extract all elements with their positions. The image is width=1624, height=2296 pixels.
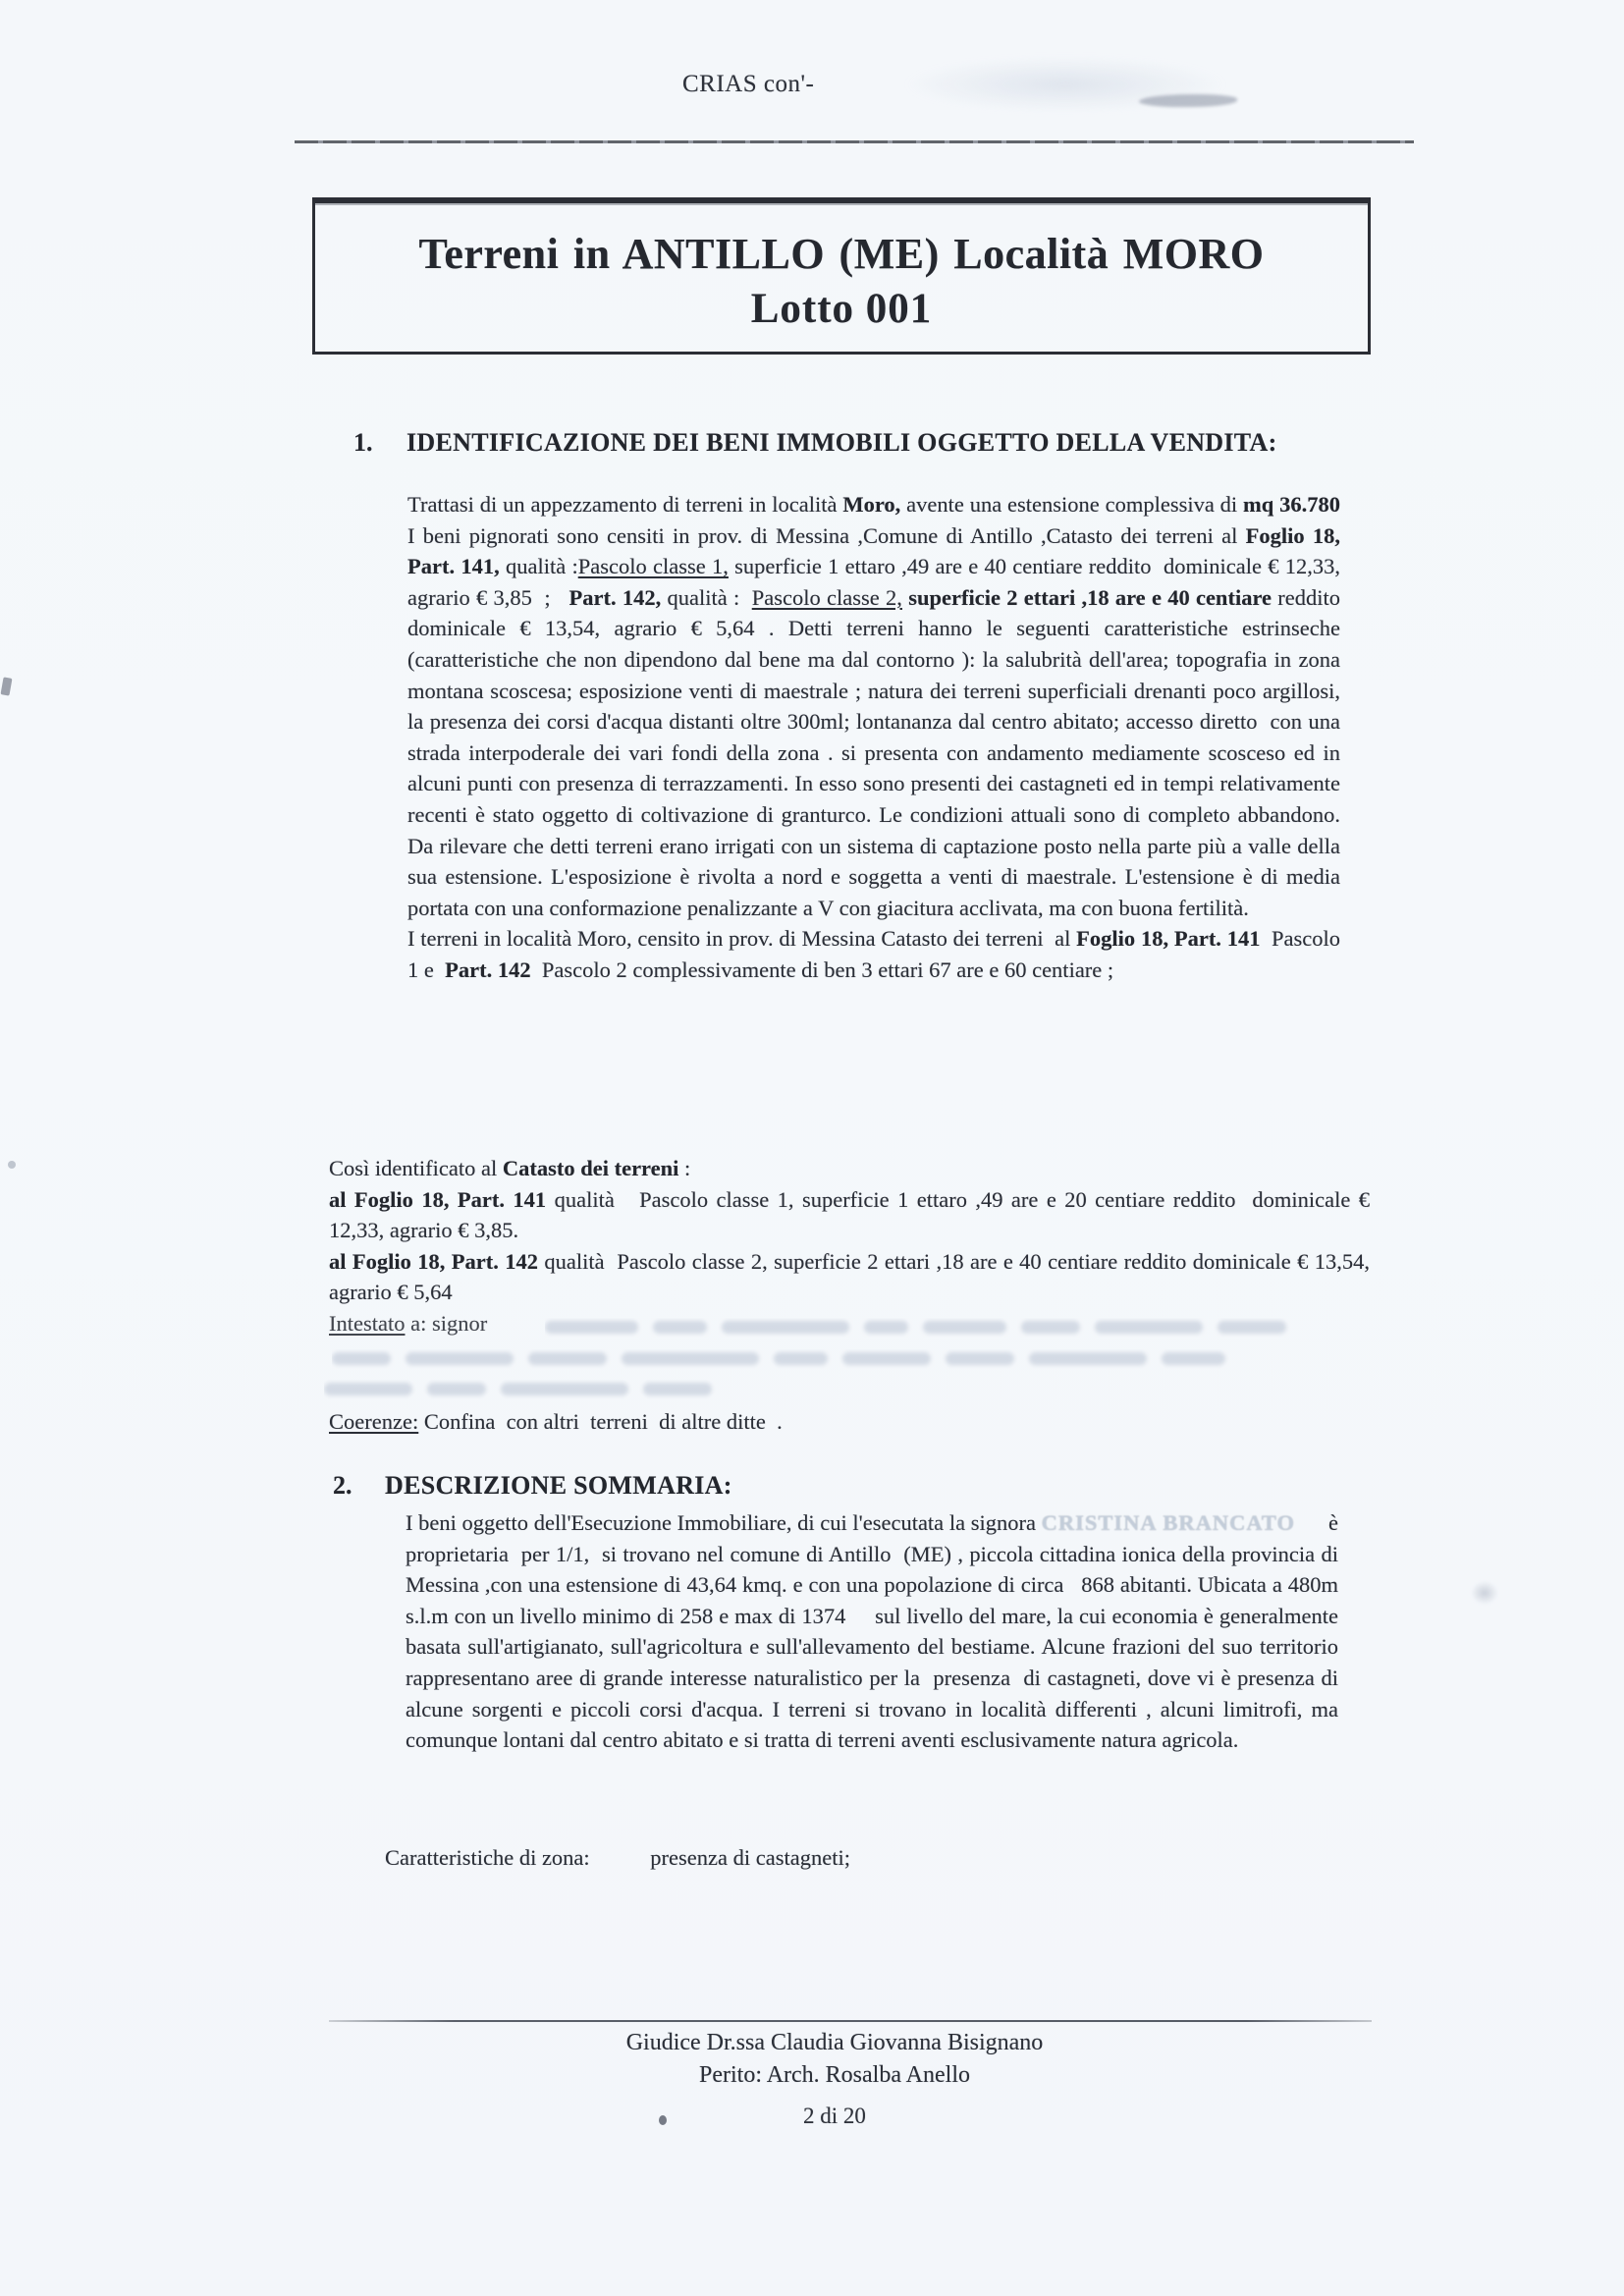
section-1-number: 1. [353, 428, 373, 457]
scan-artifact-right-blob [1471, 1581, 1498, 1605]
coerenze-line: Coerenze: Confina con altri terreni di altre ditte . [329, 1409, 783, 1434]
catasto-intro-line: Così identificato al Catasto dei terreni : [329, 1156, 691, 1180]
scan-artifact-left-tick [1, 677, 13, 695]
zona-label: Caratteristiche di zona: [385, 1845, 590, 1870]
document-title: Terreni in ANTILLO (ME) Località MORO [418, 230, 1265, 278]
scan-artifact-left-dot [8, 1161, 16, 1169]
section-1-body [407, 489, 1352, 986]
paragraph-riepilogo-catastale: I terreni in località Moro, censito in prov. di Messina Catasto dei terreni al Foglio 18, Part. 141 Pascolo 1 e Part. 142 Pascolo 2 complessivamente di ben 3 ettari 67 are e 60 centiare ; [407, 926, 1346, 982]
horizontal-rule-top [295, 140, 1414, 143]
horizontal-rule-footer [329, 2020, 1372, 2022]
paragraph-descrizione-sommaria: I beni oggetto dell'Esecuzione Immobiliare, di cui l'esecutata la signora CRISTINA BRANCATO è proprietaria per 1/1, si trovano nel comune di Antillo (ME) , piccola cittadina ionica della provincia di Messina ,con una estensione di 43,64 kmq. e con una popolazione di circa 868 abitanti. Ubicata a 480m s.l.m con un livello minimo di 258 e max di 1374 sul livello del mare, la cui economia è generalmente basata sull'artigianato, sull'agricoltura e sull'allevamento del bestiame. Alcune frazioni del suo territorio rappresentano aree di grande interesse naturalistico per la presenza di castagneti, dove vi è presenza di alcune sorgenti e piccoli corsi d'acqua. I terreni si trovano in località differenti , alcuni limitrofi, ma comunque lontani dal centro abitato e si tratta di terreni aventi esclusivamente natura agricola. [406, 1510, 1367, 1753]
redacted-text-line-3 [324, 1380, 746, 1399]
footer-credits [314, 2027, 1355, 2092]
paragraph-identificazione: Trattasi di un appezzamento di terreni in località Moro, avente una estensione complessiva di mq 36.780 I beni pignorati sono censiti in prov. di Messina ,Comune di Antillo ,Catasto dei terreni al Foglio 18, Part. 141, qualità :Pascolo classe 1, superficie 1 ettaro ,49 are e 40 centiare reddito dominicale € 12,33, agrario € 3,85 ; Part. 142, qualità : Pascolo classe 2, superficie 2 ettari ,18 are e 40 centiare reddito dominicale € 13,54, agrario € 5,64 . Detti terreni hanno le seguenti caratteristiche estrinseche (caratteristiche che non dipendono dal bene ma dal contorno ): la salubrità dell'area; topografia in zona montana scoscesa; esposizione venti di maestrale ; natura dei terreni superficiali drenanti poco argillosi, la presenza dei corsi d'acqua distanti oltre 300ml; lontananza dal centro abitato; accesso diretto con una strada interpoderale dei vari fondi della zona . si presenta con andamento mediamente scosceso ed in alcuni punti con presenza di terrazzamenti. In esso sono presenti dei castagneti ed in tempi relativamente recenti è stato oggetto di coltivazione di granturco. Le condizioni attuali sono di completo abbandono. Da rilevare che detti terreni erano irrigati con un sistema di captazione posto nella parte più a valle della sua estensione. L'esposizione è rivolta a nord e soggetta a venti di maestrale. L'estensione è di media portata con una conformazione penalizzante a V con giacitura acclivata, ma con buona fertilità. [407, 492, 1352, 920]
section-2-heading: DESCRIZIONE SOMMARIA: [385, 1471, 732, 1500]
section-2-number: 2. [333, 1471, 352, 1500]
catasto-row-part-142: al Foglio 18, Part. 142 qualità Pascolo classe 2, superficie 2 ettari ,18 are e 40 centiare reddito dominicale € 13,54, agrario € 5,64 [329, 1248, 1376, 1305]
zona-value: presenza di castagneti; [650, 1845, 850, 1870]
section-1-heading: IDENTIFICAZIONE DEI BENI IMMOBILI OGGETTO DELLA VENDITA: [406, 428, 1277, 457]
footer-expert-line: Perito: Arch. Rosalba Anello [699, 2062, 970, 2088]
header-note: CRIAS con'- [682, 71, 815, 97]
intestato-line: Intestato a: signor [329, 1310, 488, 1336]
redacted-text-line-2 [332, 1349, 1368, 1369]
page-number: 2 di 20 [803, 2104, 866, 2128]
title-box [312, 197, 1371, 355]
scan-artifact-footer-dot [659, 2115, 667, 2125]
redacted-text-line-1 [545, 1318, 1375, 1338]
footer-judge-line: Giudice Dr.ssa Claudia Giovanna Bisignano [625, 2030, 1044, 2055]
scan-erased-mark [1139, 94, 1237, 107]
catasto-block [329, 1153, 1376, 1339]
caratteristiche-zona-line [385, 1842, 1367, 1874]
lot-number: Lotto 001 [750, 286, 933, 332]
catasto-row-part-141: al Foglio 18, Part. 141 qualità Pascolo classe 1, superficie 1 ettaro ,49 are e 20 centiare reddito dominicale € 12,33, agrario € 3,85. [329, 1186, 1376, 1243]
